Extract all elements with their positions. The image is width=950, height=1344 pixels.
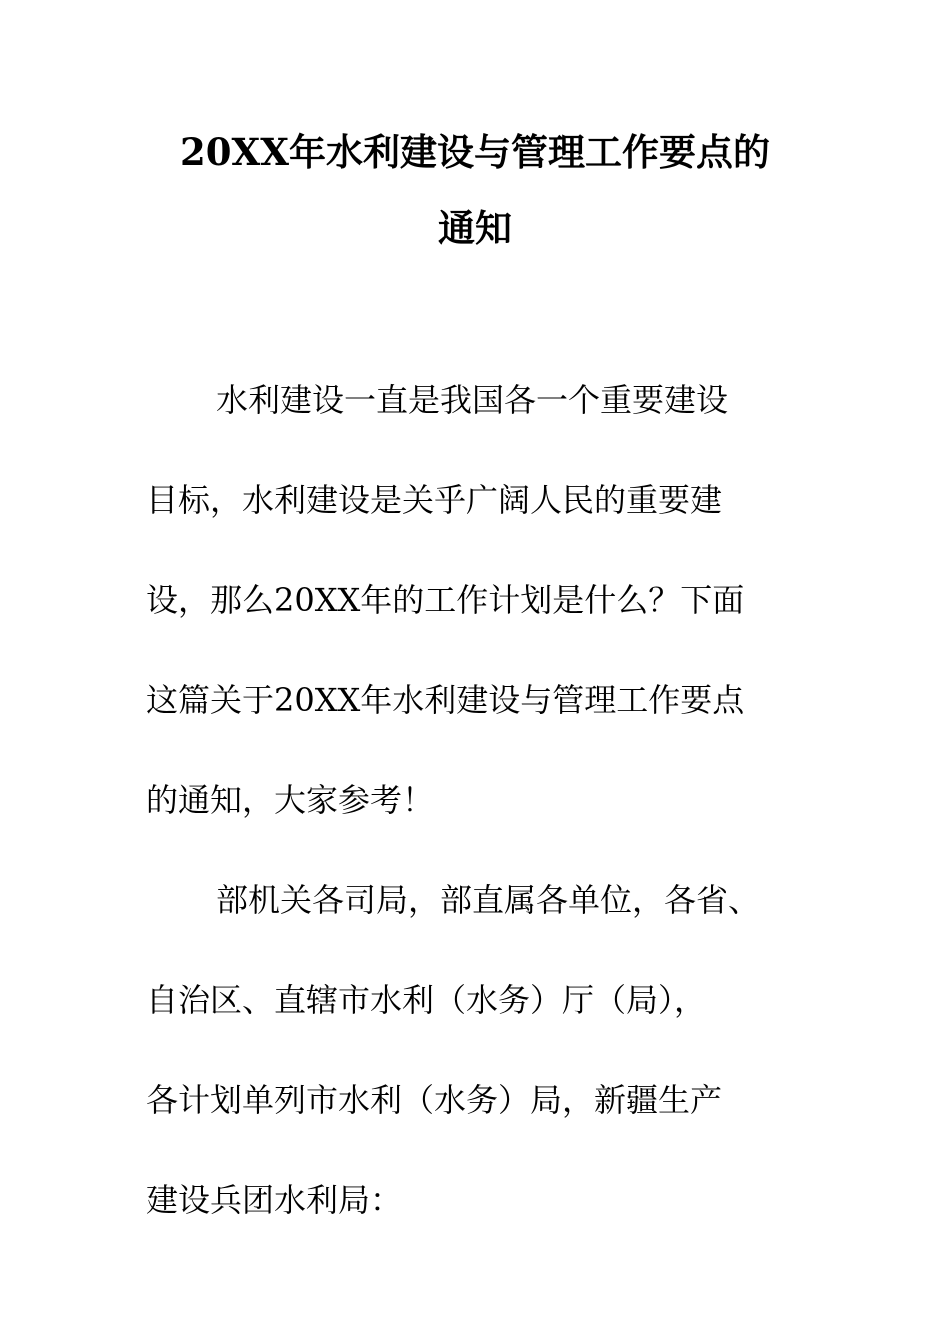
paragraph-1-line-3: 设，那么20XX年的工作计划是什么？下面	[146, 581, 745, 619]
paragraph-1-line-4: 这篇关于20XX年水利建设与管理工作要点	[146, 681, 745, 719]
paragraph-2-line-2: 自治区、直辖市水利（水务）厅（局），	[146, 981, 707, 1019]
document-title-line-2: 通知	[438, 206, 512, 250]
paragraph-1-line-1: 水利建设一直是我国各一个重要建设	[216, 381, 729, 419]
document-title-line-1: 20XX年水利建设与管理工作要点的	[180, 130, 770, 174]
paragraph-2-line-3: 各计划单列市水利（水务）局，新疆生产	[146, 1081, 723, 1119]
paragraph-2-line-1: 部机关各司局，部直属各单位，各省、	[216, 881, 761, 919]
paragraph-1-line-2: 目标，水利建设是关乎广阔人民的重要建	[146, 481, 723, 519]
paragraph-1-line-5: 的通知，大家参考！	[146, 781, 435, 819]
paragraph-2-line-4: 建设兵团水利局：	[146, 1181, 403, 1219]
